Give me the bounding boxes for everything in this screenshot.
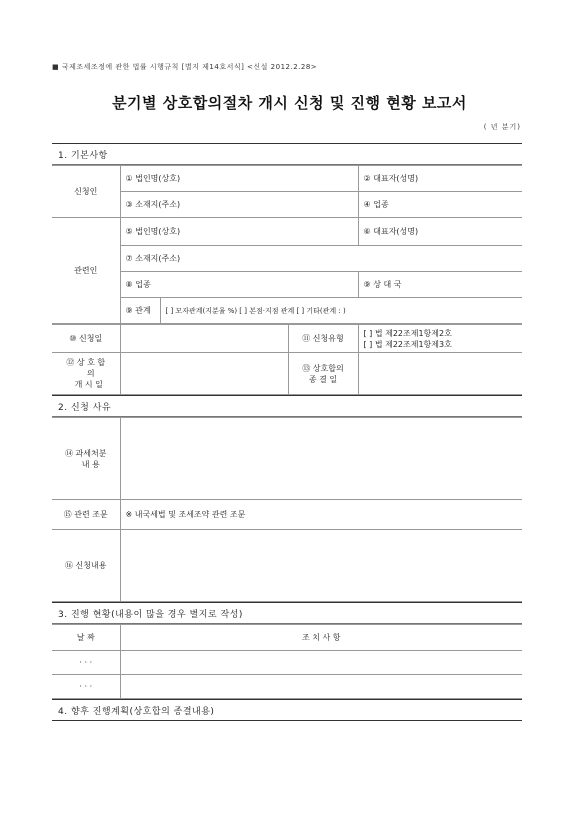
section-plan-header [52,699,522,721]
apply-type-option-2[interactable]: [ ] 법 제22조제1항제3호 [363,339,452,349]
application-content-field[interactable] [120,530,522,602]
reason-table [52,417,522,602]
progress-date-cell[interactable]: · · · [52,651,120,675]
related-relation-label: ⑨ 관계 [120,298,160,324]
applicant-label: 신청인 [52,166,120,218]
disposition-field[interactable] [120,418,522,500]
section-reason-header [52,395,522,417]
basic-info-table [52,165,522,324]
apply-date-label: ⑩ 신청일 [52,325,120,353]
apply-type-options[interactable] [358,325,522,353]
related-relation-options[interactable]: [ ] 모자관계(지분율 %) [ ] 본점·지점 관계 [ ] 기타(관계 : ) [160,298,522,324]
section-basic-header [52,143,522,165]
related-clause-label: ⑮ 관련 조문 [52,500,120,530]
disposition-label: ⑭ 과세처분 내 용 [52,418,120,500]
related-country-field[interactable]: ⑨ 상 대 국 [358,272,522,298]
progress-table [52,624,522,699]
applicant-address-field[interactable]: ③ 소재지(주소) [120,192,358,218]
section-progress-header [52,602,522,624]
dates-table [52,324,522,395]
end-date-field[interactable] [358,353,522,395]
apply-type-option-1[interactable]: [ ] 법 제22조제1항제2호 [363,328,452,338]
report-title: 분기별 상호합의절차 개시 신청 및 진행 현황 보고서 [112,94,467,112]
report-period: ( 년 분기) [483,123,521,131]
applicant-representative-field[interactable]: ② 대표자(성명) [358,166,522,192]
related-business-field[interactable]: ⑧ 업종 [120,272,358,298]
end-date-label: ⑬ 상호합의 종 결 일 [288,353,358,395]
progress-action-cell[interactable] [120,651,522,675]
apply-date-field[interactable] [120,325,288,353]
related-person-label: 관련인 [52,218,120,324]
related-representative-field[interactable]: ⑥ 대표자(성명) [358,218,522,246]
form-header-note: ■ 국제조세조정에 관한 법률 시행규칙 [별지 제14호서식] <신설 2012.2.28> [52,63,318,71]
applicant-corp-name-field[interactable]: ① 법인명(상호) [120,166,358,192]
date-column-header: 날 짜 [52,625,120,651]
start-date-label: ⑫ 상 호 합 의 개 시 일 [52,353,120,395]
section-title: 4. 향후 진행계획(상호합의 종결내용) [52,700,522,721]
applicant-business-field[interactable]: ④ 업종 [358,192,522,218]
section-title: 3. 진행 현황(내용이 많을 경우 별지로 작성) [52,603,522,624]
related-address-field[interactable]: ⑦ 소재지(주소) [120,246,522,272]
section-title: 2. 신청 사유 [52,396,522,417]
related-clause-field[interactable]: ※ 내국세법 및 조세조약 관련 조문 [120,500,522,530]
progress-date-cell[interactable]: · · · [52,675,120,699]
section-title: 1. 기본사항 [52,144,522,165]
action-column-header: 조 치 사 항 [120,625,522,651]
application-content-label: ⑯ 신청내용 [52,530,120,602]
start-date-field[interactable] [120,353,288,395]
progress-action-cell[interactable] [120,675,522,699]
related-corp-name-field[interactable]: ⑤ 법인명(상호) [120,218,358,246]
report-form [52,143,522,721]
apply-type-label: ⑪ 신청유형 [288,325,358,353]
